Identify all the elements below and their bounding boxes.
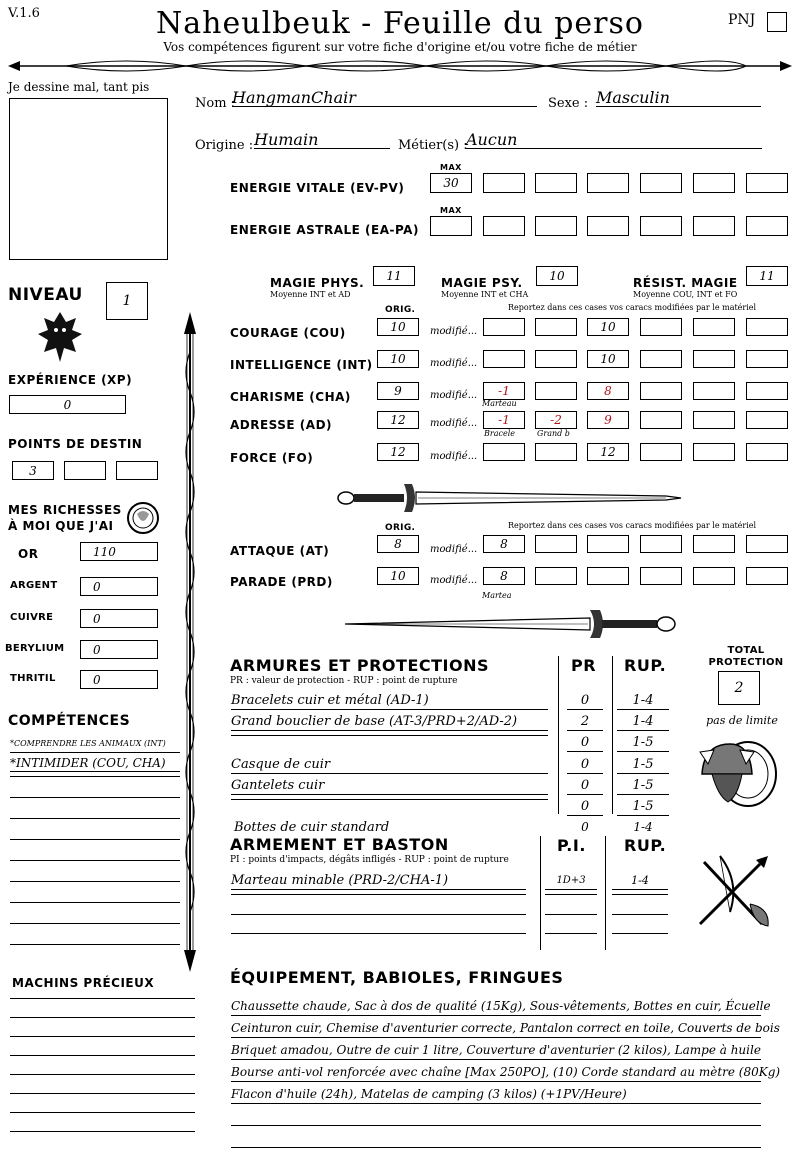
- equipement-title: ÉQUIPEMENT, BABIOLES, FRINGUES: [230, 968, 564, 987]
- armures-subtitle: PR : valeur de protection - RUP : point de rupture: [230, 676, 458, 686]
- carac-int-mod-5[interactable]: [693, 350, 735, 368]
- combat-at-modifie: modifié...: [430, 544, 478, 555]
- combat-at-mod-5[interactable]: [693, 535, 735, 553]
- nom-field[interactable]: HangmanChair: [232, 90, 537, 107]
- competence-line-5[interactable]: [10, 818, 180, 819]
- combat-prd-mod-4[interactable]: [640, 567, 682, 585]
- total-protection-label-1: TOTAL: [727, 645, 765, 656]
- thritil-label: THRITIL: [10, 673, 56, 684]
- combat-note: Reportez dans ces cases vos caracs modifiées par le matériel: [508, 521, 757, 530]
- armure-row-2-pr[interactable]: 2: [567, 714, 603, 731]
- carac-cha-mod-6[interactable]: [746, 382, 788, 400]
- cuivre-label: CUIVRE: [10, 612, 54, 623]
- magie-psy-label: MAGIE PSY.: [441, 276, 523, 290]
- nom-label: Nom :: [195, 96, 236, 111]
- ev-max-label: MAX: [440, 163, 462, 172]
- resist-magie-sub: Moyenne COU, INT et FO: [633, 290, 738, 299]
- armure-row-4-rup[interactable]: 1-5: [617, 757, 669, 774]
- argent-box[interactable]: 0: [80, 577, 158, 596]
- carac-ad-note-2: Grand b: [537, 429, 570, 438]
- carac-int-orig[interactable]: 10: [377, 350, 419, 368]
- competence-line-10[interactable]: [10, 923, 180, 924]
- machin-line-4[interactable]: [10, 1055, 195, 1056]
- armure-row-5-pr[interactable]: 0: [567, 778, 603, 795]
- arme-row-4-rup[interactable]: [612, 933, 668, 934]
- carac-ad-mod-5[interactable]: [693, 411, 735, 429]
- arme-row-3-pi[interactable]: [545, 914, 597, 915]
- carac-fo-label: FORCE (FO): [230, 451, 314, 465]
- combat-at-orig[interactable]: 8: [377, 535, 419, 553]
- carac-fo-modifie: modifié...: [430, 451, 478, 462]
- equipement-line-1[interactable]: Chaussette chaude, Sac à dos de qualité (15Kg), Sous-vêtements, Bottes en cuir, Écuelle: [231, 997, 761, 1016]
- argent-label: ARGENT: [10, 580, 58, 591]
- arme-row-4-pi[interactable]: [545, 933, 597, 934]
- machin-line-7[interactable]: [10, 1112, 195, 1113]
- carac-ad-mod-4[interactable]: [640, 411, 682, 429]
- carac-ad-mod-6[interactable]: [746, 411, 788, 429]
- machins-label: MACHINS PRÉCIEUX: [12, 976, 155, 990]
- armure-row-3-name[interactable]: [231, 735, 548, 736]
- competence-line-8[interactable]: [10, 881, 180, 882]
- carac-ad-label: ADRESSE (AD): [230, 418, 333, 432]
- magie-psy-box[interactable]: 10: [536, 266, 578, 286]
- portrait-caption: Je dessine mal, tant pis: [8, 80, 150, 94]
- carac-cou-mod-4[interactable]: [640, 318, 682, 336]
- carac-cha-label: CHARISME (CHA): [230, 390, 351, 404]
- combat-prd-mod-2[interactable]: [535, 567, 577, 585]
- version-label: V.1.6: [8, 6, 40, 21]
- ea-box-2[interactable]: [483, 216, 525, 236]
- combat-prd-mod-1[interactable]: 8: [483, 567, 525, 585]
- competence-line-9[interactable]: [10, 902, 180, 903]
- weapons-icon: [690, 852, 780, 934]
- arme-row-3-rup[interactable]: [612, 914, 668, 915]
- caracs-orig-label: ORIG.: [385, 305, 416, 315]
- carac-fo-orig[interactable]: 12: [377, 443, 419, 461]
- ev-box-7[interactable]: [746, 173, 788, 193]
- carac-cou-mod-3[interactable]: 10: [587, 318, 629, 336]
- richesses-label-2: À MOI QUE J'AI: [8, 519, 114, 533]
- ea-max-label: MAX: [440, 206, 462, 215]
- carac-ad-note-1: Bracele: [484, 429, 515, 438]
- caracs-note: Reportez dans ces cases vos caracs modifiées par le matériel: [508, 303, 757, 312]
- ev-box-1[interactable]: 30: [430, 173, 472, 193]
- metier-label: Métier(s) :: [398, 138, 468, 153]
- carac-cou-mod-1[interactable]: [483, 318, 525, 336]
- armures-title: ARMURES ET PROTECTIONS: [230, 656, 489, 675]
- arme-row-4-name[interactable]: [231, 933, 526, 934]
- machin-line-2[interactable]: [10, 1017, 195, 1018]
- magie-phys-box[interactable]: 11: [373, 266, 415, 286]
- combat-at-mod-4[interactable]: [640, 535, 682, 553]
- carac-fo-mod-5[interactable]: [693, 443, 735, 461]
- combat-at-mod-3[interactable]: [587, 535, 629, 553]
- ea-box-6[interactable]: [693, 216, 735, 236]
- ea-box-7[interactable]: [746, 216, 788, 236]
- niveau-box[interactable]: 1: [106, 282, 148, 320]
- niveau-label: NIVEAU: [8, 285, 83, 305]
- origine-field[interactable]: Humain: [254, 132, 390, 149]
- richesses-label-1: MES RICHESSES: [8, 503, 122, 517]
- origine-label: Origine :: [195, 138, 254, 153]
- sexe-label: Sexe :: [548, 96, 589, 111]
- berylium-label: BERYLIUM: [5, 643, 65, 654]
- armure-row-2-rup[interactable]: 1-4: [617, 714, 669, 731]
- competence-line-1[interactable]: *COMPRENDRE LES ANIMAUX (INT): [10, 736, 180, 753]
- carac-cha-mod-2[interactable]: [535, 382, 577, 400]
- competence-line-2[interactable]: *INTIMIDER (COU, CHA): [10, 755, 180, 772]
- armure-row-7-rup[interactable]: 1-4: [633, 820, 653, 834]
- carac-ad-mod-1[interactable]: -1: [483, 411, 525, 429]
- armement-title: ARMEMENT ET BASTON: [230, 835, 449, 854]
- arme-row-2-pi[interactable]: [545, 894, 597, 895]
- competences-label: COMPÉTENCES: [8, 713, 131, 729]
- armure-row-1-pr[interactable]: 0: [567, 693, 603, 710]
- carac-cha-mod-1[interactable]: -1: [483, 382, 525, 400]
- combat-prd-note-1: Martea: [482, 591, 512, 600]
- carac-int-modifie: modifié...: [430, 358, 478, 369]
- arme-row-1-rup[interactable]: 1-4: [612, 873, 668, 890]
- combat-prd-label: PARADE (PRD): [230, 575, 333, 589]
- carac-cou-mod-2[interactable]: [535, 318, 577, 336]
- combat-at-label: ATTAQUE (AT): [230, 544, 330, 558]
- arme-row-1-name[interactable]: Marteau minable (PRD-2/CHA-1): [231, 873, 526, 890]
- carac-int-mod-1[interactable]: [483, 350, 525, 368]
- magie-phys-sub: Moyenne INT et AD: [270, 290, 351, 299]
- combat-prd-modifie: modifié...: [430, 575, 478, 586]
- armures-pr-header: PR: [571, 656, 597, 675]
- armure-row-7-pr[interactable]: 0: [581, 820, 589, 834]
- ev-box-5[interactable]: [640, 173, 682, 193]
- equipement-line-5[interactable]: Flacon d'huile (24h), Matelas de camping (3 kilos) (+1PV/Heure): [231, 1085, 761, 1104]
- resist-magie-box[interactable]: 11: [746, 266, 788, 286]
- armure-row-3-rup[interactable]: 1-5: [617, 735, 669, 752]
- sexe-field[interactable]: Masculin: [596, 90, 761, 107]
- sword-illustration-1: [336, 478, 686, 518]
- armures-col-divider-1: [558, 656, 559, 814]
- destin-box-1[interactable]: 3: [12, 461, 54, 480]
- carac-cou-mod-6[interactable]: [693, 318, 735, 336]
- resist-magie-label: RÉSIST. MAGIE: [633, 276, 738, 290]
- carac-fo-mod-4[interactable]: [640, 443, 682, 461]
- combat-at-mod-2[interactable]: [535, 535, 577, 553]
- combat-at-mod-1[interactable]: 8: [483, 535, 525, 553]
- page-title: Naheulbeuk - Feuille du perso: [156, 6, 644, 41]
- arme-row-2-rup[interactable]: [612, 894, 668, 895]
- ev-box-2[interactable]: [483, 173, 525, 193]
- carac-cha-mod-3[interactable]: 8: [587, 382, 629, 400]
- combat-prd-mod-3[interactable]: [587, 567, 629, 585]
- ea-box-5[interactable]: [640, 216, 682, 236]
- carac-fo-mod-1[interactable]: [483, 443, 525, 461]
- xp-label: EXPÉRIENCE (XP): [8, 373, 133, 387]
- carac-cha-orig[interactable]: 9: [377, 382, 419, 400]
- armure-row-5-rup[interactable]: 1-5: [617, 778, 669, 795]
- berylium-box[interactable]: 0: [80, 640, 158, 659]
- carac-fo-mod-2[interactable]: [535, 443, 577, 461]
- armement-pi-header: P.I.: [557, 836, 586, 855]
- combat-at-mod-6[interactable]: [746, 535, 788, 553]
- sword-illustration-2: [340, 604, 680, 644]
- armure-row-1-name[interactable]: Bracelets cuir et métal (AD-1): [231, 693, 548, 710]
- carac-cha-modifie: modifié...: [430, 390, 478, 401]
- armure-row-6-pr[interactable]: 0: [567, 799, 603, 816]
- ev-label: ENERGIE VITALE (EV-PV): [230, 181, 405, 195]
- destin-box-3[interactable]: [116, 461, 158, 480]
- carac-cou-modifie: modifié...: [430, 326, 478, 337]
- carac-int-mod-3[interactable]: 10: [587, 350, 629, 368]
- carac-ad-modifie: modifié...: [430, 418, 478, 429]
- carac-cha-mod-4[interactable]: [640, 382, 682, 400]
- ornamental-divider: [6, 54, 794, 78]
- arme-row-2-name[interactable]: [231, 894, 526, 895]
- carac-fo-mod-3[interactable]: 12: [587, 443, 629, 461]
- arme-row-1-pi[interactable]: 1D+3: [545, 873, 597, 890]
- machin-line-6[interactable]: [10, 1093, 195, 1094]
- destin-label: POINTS DE DESTIN: [8, 437, 143, 451]
- total-protection-note: pas de limite: [706, 714, 778, 727]
- carac-int-mod-4[interactable]: [640, 350, 682, 368]
- competence-line-7[interactable]: [10, 860, 180, 861]
- competence-line-3[interactable]: [10, 776, 180, 777]
- combat-prd-mod-5[interactable]: [693, 567, 735, 585]
- total-protection-box[interactable]: 2: [718, 671, 760, 705]
- equipement-line-3[interactable]: Briquet amadou, Outre de cuir 1 litre, Couverture d'aventurier (2 kilos), Lampe à huile: [231, 1041, 761, 1060]
- armement-rup-header: RUP.: [624, 836, 667, 855]
- armures-rup-header: RUP.: [624, 656, 667, 675]
- thritil-box[interactable]: 0: [80, 670, 158, 689]
- metier-field[interactable]: Aucun: [466, 132, 762, 149]
- equipement-line-7[interactable]: [231, 1129, 761, 1148]
- carac-ad-mod-3[interactable]: 9: [587, 411, 629, 429]
- carac-ad-mod-2[interactable]: -2: [535, 411, 577, 429]
- combat-prd-mod-6[interactable]: [746, 567, 788, 585]
- armures-col-divider-2: [612, 656, 613, 814]
- helmet-shield-icon: [694, 730, 784, 812]
- armure-row-4-pr[interactable]: 0: [567, 757, 603, 774]
- ea-label: ENERGIE ASTRALE (EA-PA): [230, 223, 419, 237]
- combat-orig-label: ORIG.: [385, 523, 416, 533]
- machin-line-1[interactable]: [10, 998, 195, 999]
- coin-icon: [125, 500, 161, 536]
- armement-col-divider-1: [540, 836, 541, 950]
- armure-row-5-name[interactable]: Gantelets cuir: [231, 778, 548, 795]
- spear-illustration: [180, 312, 200, 972]
- carac-int-label: INTELLIGENCE (INT): [230, 358, 373, 372]
- machin-line-3[interactable]: [10, 1036, 195, 1037]
- magie-psy-sub: Moyenne INT et CHA: [441, 290, 529, 299]
- cuivre-box[interactable]: 0: [80, 609, 158, 628]
- or-label: OR: [18, 547, 39, 561]
- ev-box-4[interactable]: [587, 173, 629, 193]
- armure-row-6-name[interactable]: [231, 799, 548, 800]
- carac-cou-mod-5[interactable]: [746, 318, 788, 336]
- armure-row-4-name[interactable]: Casque de cuir: [231, 757, 548, 774]
- equipement-line-2[interactable]: Ceinturon cuir, Chemise d'aventurier correcte, Pantalon correct en toile, Couverts de bois: [231, 1019, 761, 1038]
- magie-phys-label: MAGIE PHYS.: [270, 276, 365, 290]
- carac-int-mod-2[interactable]: [535, 350, 577, 368]
- or-box[interactable]: 110: [80, 542, 158, 561]
- arme-row-3-name[interactable]: [231, 914, 526, 915]
- armement-subtitle: PI : points d'impacts, dégâts infligés - RUP : point de rupture: [230, 855, 509, 865]
- equipement-line-4[interactable]: Bourse anti-vol renforcée avec chaîne [Max 250PO], (10) Corde standard au mètre (80Kg): [231, 1063, 761, 1082]
- machin-line-5[interactable]: [10, 1074, 195, 1075]
- ev-box-6[interactable]: [693, 173, 735, 193]
- armure-row-6-rup[interactable]: 1-5: [617, 799, 669, 816]
- machin-line-8[interactable]: [10, 1131, 195, 1132]
- armure-row-2-name[interactable]: Grand bouclier de base (AT-3/PRD+2/AD-2): [231, 714, 548, 731]
- equipement-line-6[interactable]: [231, 1107, 761, 1126]
- carac-int-mod-6[interactable]: [746, 350, 788, 368]
- competence-line-11[interactable]: [10, 944, 180, 945]
- portrait-frame[interactable]: [9, 98, 168, 260]
- armure-row-7-name[interactable]: Bottes de cuir standard: [234, 820, 390, 835]
- combat-prd-orig[interactable]: 10: [377, 567, 419, 585]
- competence-line-4[interactable]: [10, 797, 180, 798]
- armure-row-1-rup[interactable]: 1-4: [617, 693, 669, 710]
- destin-box-2[interactable]: [64, 461, 106, 480]
- carac-cha-mod-5[interactable]: [693, 382, 735, 400]
- ea-box-1[interactable]: [430, 216, 472, 236]
- dragon-icon: [34, 308, 86, 366]
- xp-box[interactable]: 0: [9, 395, 126, 414]
- ea-box-3[interactable]: [535, 216, 577, 236]
- carac-cha-note-1: Marteau: [482, 399, 517, 408]
- total-protection-label-2: PROTECTION: [708, 657, 784, 668]
- page-subtitle: Vos compétences figurent sur votre fiche d'origine et/ou votre fiche de métier: [163, 40, 637, 54]
- armure-row-3-pr[interactable]: 0: [567, 735, 603, 752]
- carac-fo-mod-6[interactable]: [746, 443, 788, 461]
- carac-cou-label: COURAGE (COU): [230, 326, 346, 340]
- ev-box-3[interactable]: [535, 173, 577, 193]
- carac-ad-orig[interactable]: 12: [377, 411, 419, 429]
- carac-cou-orig[interactable]: 10: [377, 318, 419, 336]
- competence-line-6[interactable]: [10, 839, 180, 840]
- ea-box-4[interactable]: [587, 216, 629, 236]
- armement-col-divider-2: [605, 836, 606, 950]
- pnj-checkbox[interactable]: [767, 12, 787, 32]
- pnj-label: PNJ: [728, 12, 756, 28]
